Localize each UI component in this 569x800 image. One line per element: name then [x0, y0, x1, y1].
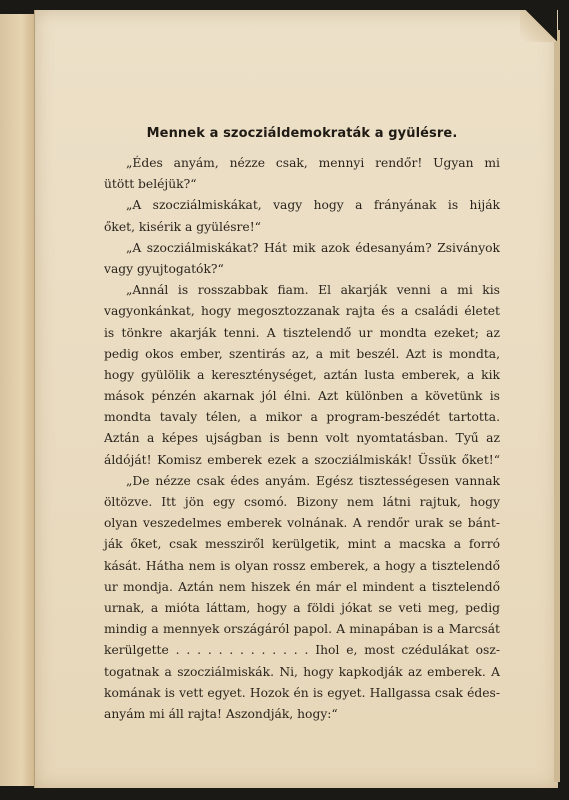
- text-line: kását. Hátha nem is olyan rossz emberek, a hogy a tisztelendő: [104, 558, 500, 573]
- text-line: mindig a mennyek országáról papol. A minapában is a Marcsát: [104, 622, 500, 637]
- text-line: „Édes anyám, nézze csak, mennyi rendőr! Ugyan mi: [126, 156, 500, 170]
- text-line: vagyonkánkat, hogy megosztozzanak rajta és a családi életet: [104, 304, 500, 319]
- text-line: anyám mi áll rajta! Aszondják, hogy:“: [104, 706, 338, 721]
- text-line: vagy gyujtogatók?“: [104, 261, 224, 276]
- text-line: komának is vett egyet. Hozok én is egyet. Hallgassa csak édes-: [104, 685, 500, 700]
- text-line: áldóját! Komisz emberek ezek a szocziálmiskák! Üssük őket!“: [104, 452, 500, 467]
- page-title: Mennek a szocziáldemokraták a gyülésre.: [146, 126, 458, 141]
- text-line: ütött beléjük?“: [104, 177, 197, 192]
- text-line: togatnak a szocziálmiskák. Ni, hogy kapkodják az emberek. A: [104, 664, 500, 679]
- folded-corner: [520, 10, 557, 42]
- text-line: pedig okos ember, szentirás az, a mit beszél. Azt is mondta,: [104, 346, 500, 361]
- text-line: urnak, a mióta láttam, hogy a földi jókat se veti meg, pedig: [104, 600, 500, 615]
- text-line: őket, kisérik a gyülésre!“: [104, 219, 261, 234]
- text-line: „A szocziálmiskákat, vagy hogy a frányának is hiják: [126, 198, 500, 213]
- text-line: hogy gyülölik a kereszténységet, aztán lusta emberek, a kik: [104, 367, 500, 382]
- text-line: ur mondja. Aztán nem hiszek én már el mindent a tisztelendő: [104, 579, 500, 594]
- text-line: „Annál is rosszabbak fiam. El akarják venni a mi kis: [126, 283, 500, 298]
- text-line: ják őket, csak messziről kerülgetik, mint a macska a forró: [104, 537, 500, 552]
- page-content: [104, 126, 500, 725]
- text-line: is tönkre akarják tenni. A tisztelendő ur mondta ezeket; az: [104, 325, 500, 340]
- text-line: „A szocziálmiskákat? Hát mik azok édesanyám? Zsiványok: [126, 240, 500, 255]
- text-line: Aztán a képes ujságban is benn volt nyomtatásban. Tyű az: [104, 431, 500, 446]
- text-line: kerülgette . . . . . . . . . . . . . Ihol e, most czédulákat osz-: [104, 643, 500, 658]
- text-line: mondta tavaly télen, a mikor a program-beszédét tartotta.: [104, 410, 500, 425]
- text-line: „De nézze csak édes anyám. Egész tisztességesen vannak: [126, 473, 500, 488]
- facing-page-edge: [0, 14, 37, 786]
- text-line: öltözve. Itt jön egy csomó. Bizony nem látni rajtuk, hogy: [104, 495, 500, 509]
- page-right-edge: [554, 30, 560, 782]
- text-line: mások pénzén akarnak jól élni. Azt különben a követünk is: [104, 389, 500, 404]
- body-text: [104, 153, 500, 725]
- text-line: olyan veszedelmes emberek volnának. A rendőr urak se bánt-: [104, 516, 500, 531]
